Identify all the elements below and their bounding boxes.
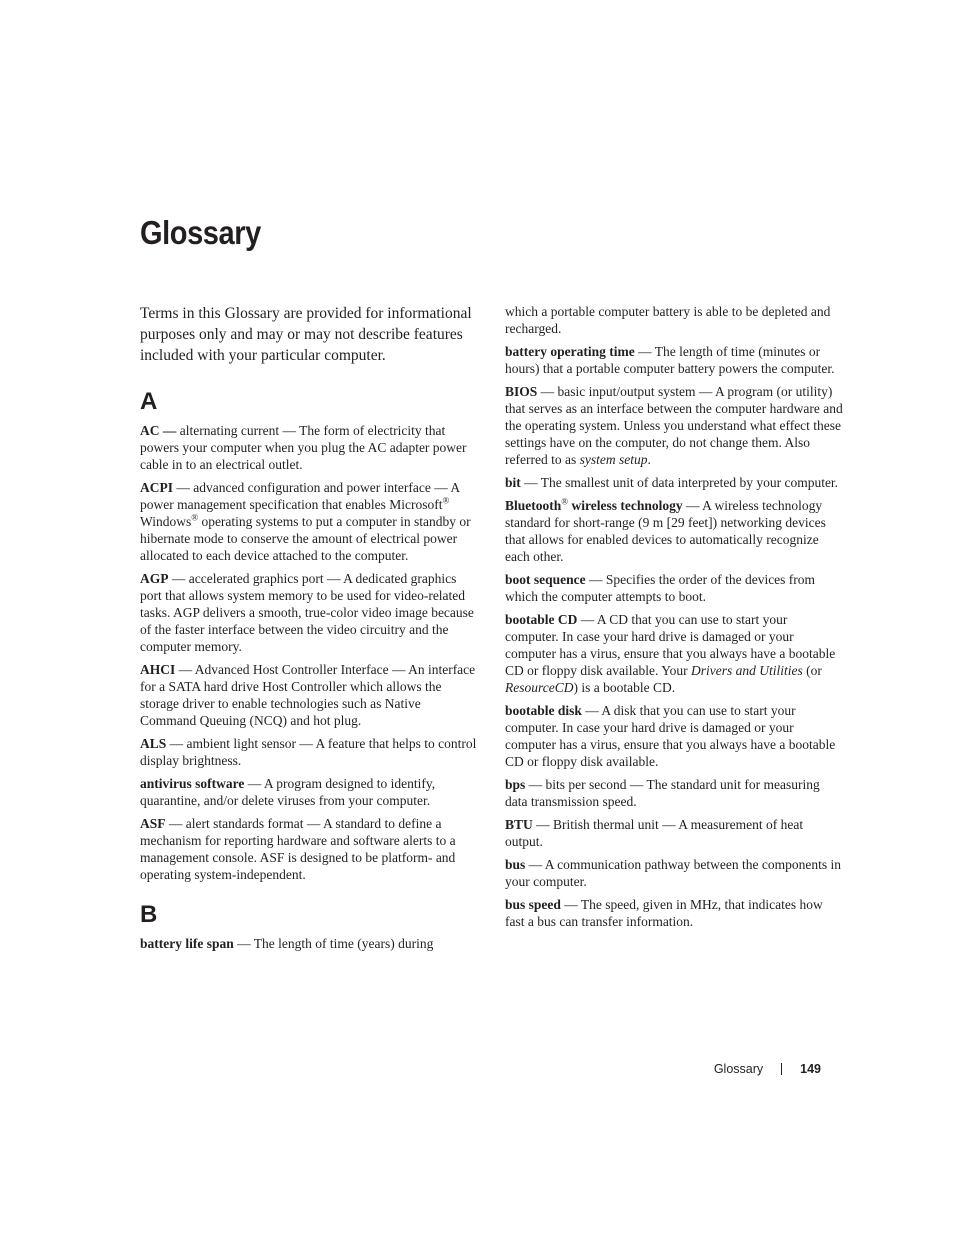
glossary-entry-bootable-disk [505, 702, 843, 770]
definition: — The length of time (minutes or hours) that a portable computer battery powers the computer. [505, 344, 835, 376]
term: AGP [140, 571, 169, 586]
term: ASF [140, 816, 166, 831]
glossary-entry-battery-life-span [140, 935, 478, 952]
registered-mark: ® [191, 512, 199, 523]
right-column [505, 303, 843, 936]
glossary-entry-battery-life-span-continued: which a portable computer battery is able to be depleted and recharged. [505, 304, 831, 336]
term: ALS [140, 736, 167, 751]
definition: — alert standards format — A standard to define a mechanism for reporting hardware and software alerts to a management console. ASF is designed to be platform- and operating system-independent. [140, 816, 456, 882]
term: battery operating time [505, 344, 635, 359]
section-heading-a: A [140, 388, 158, 415]
definition: — The smallest unit of data interpreted by your computer. [520, 475, 839, 490]
page-title: Glossary [140, 214, 261, 251]
definition: — bits per second — The standard unit for measuring data transmission speed. [505, 777, 820, 809]
definition-italic: system setup [579, 452, 648, 467]
term: Bluetooth [505, 498, 562, 513]
footer-section-name: Glossary [713, 1062, 764, 1076]
term: antivirus software [140, 776, 245, 791]
definition-italic: ResourceCD [505, 680, 574, 695]
glossary-entry-battery-operating-time [505, 343, 843, 377]
footer-divider [781, 1063, 782, 1075]
term: bus [505, 857, 526, 872]
left-column [140, 303, 478, 958]
definition: — accelerated graphics port — A dedicated graphics port that allows system memory to be used for video-related tasks. AGP delivers a smooth, true-color video image because of the faster interface between the video circuitry and the computer memory. [140, 571, 474, 654]
section-heading-b: B [140, 901, 158, 928]
registered-mark: ® [442, 495, 450, 506]
glossary-entry-boot-sequence [505, 571, 843, 605]
definition: ) is a bootable CD. [573, 680, 676, 695]
glossary-entry-bit [505, 474, 843, 491]
definition: — British thermal unit — A measurement of heat output. [505, 817, 804, 849]
definition: alternating current — The form of electricity that powers your computer when you plug the AC adapter power cable in to an electrical outlet. [140, 423, 467, 472]
glossary-entry-antivirus [140, 775, 478, 809]
term: bit [505, 475, 521, 490]
definition: operating systems to put a computer in standby or hibernate mode to conserve the amount of electrical power allocated to each device attached to the computer. [140, 514, 471, 563]
term: bootable disk [505, 703, 582, 718]
term: AC — [140, 423, 177, 438]
definition: . [647, 452, 651, 467]
term: ACPI [140, 480, 173, 495]
definition: — A program designed to identify, quarantine, and/or delete viruses from your computer. [140, 776, 436, 808]
glossary-entry-als [140, 735, 478, 769]
page-number: 149 [800, 1062, 821, 1076]
term: bootable CD [505, 612, 578, 627]
glossary-entry-bps [505, 776, 843, 810]
definition: — Specifies the order of the devices from which the computer attempts to boot. [505, 572, 816, 604]
definition: — A disk that you can use to start your computer. In case your hard drive is damaged or your computer has a virus, ensure that you always have a bootable CD or floppy disk available. [505, 703, 836, 769]
glossary-entry-bootable-cd [505, 611, 843, 696]
glossary-entry-bus-speed [505, 896, 843, 930]
glossary-entry-bios [505, 383, 843, 468]
definition-italic: Drivers and Utilities [691, 663, 803, 678]
definition: (or [802, 663, 822, 678]
definition: — basic input/output system — A program (or utility) that serves as an interface between the computer hardware and the operating system. Unless you understand what effect these settings have on the computer, do not change them. Also referred to as [505, 384, 843, 467]
glossary-entry-ac [140, 422, 478, 473]
term: wireless technology [568, 498, 683, 513]
term: bus speed [505, 897, 561, 912]
term: BIOS [505, 384, 538, 399]
term: AHCI [140, 662, 176, 677]
glossary-entry-acpi [140, 479, 478, 564]
definition: — A wireless technology standard for short-range (9 m [29 feet]) networking devices that allows for enabled devices to automatically recognize each other. [505, 498, 826, 564]
term: BTU [505, 817, 533, 832]
glossary-entry-ahci [140, 661, 478, 729]
glossary-entry-btu [505, 816, 843, 850]
definition: — The length of time (years) during [233, 936, 434, 951]
definition: — advanced configuration and power interface — A power management specification that enables Microsoft [140, 480, 460, 512]
definition: — ambient light sensor — A feature that helps to control display brightness. [140, 736, 477, 768]
definition: — A communication pathway between the components in your computer. [505, 857, 841, 889]
page-footer [714, 1062, 821, 1076]
glossary-entry-asf [140, 815, 478, 883]
definition: — A CD that you can use to start your computer. In case your hard drive is damaged or your computer has a virus, ensure that you always have a bootable CD or floppy disk available. Your [505, 612, 836, 678]
term: bps [505, 777, 526, 792]
definition: — The speed, given in MHz, that indicates how fast a bus can transfer information. [505, 897, 823, 929]
glossary-entry-bluetooth [505, 497, 843, 565]
term: battery life span [140, 936, 234, 951]
registered-mark: ® [561, 496, 569, 507]
definition: — Advanced Host Controller Interface — An interface for a SATA hard drive Host Controller which allows the storage driver to enable technologies such as Native Command Queuing (NCQ) and hot plug. [140, 662, 476, 728]
definition: Windows [140, 514, 192, 529]
glossary-entry-agp [140, 570, 478, 655]
intro-paragraph: Terms in this Glossary are provided for informational purposes only and may or may not describe features included with your particular computer. [140, 305, 472, 364]
term: boot sequence [505, 572, 586, 587]
glossary-entry-bus [505, 856, 843, 890]
